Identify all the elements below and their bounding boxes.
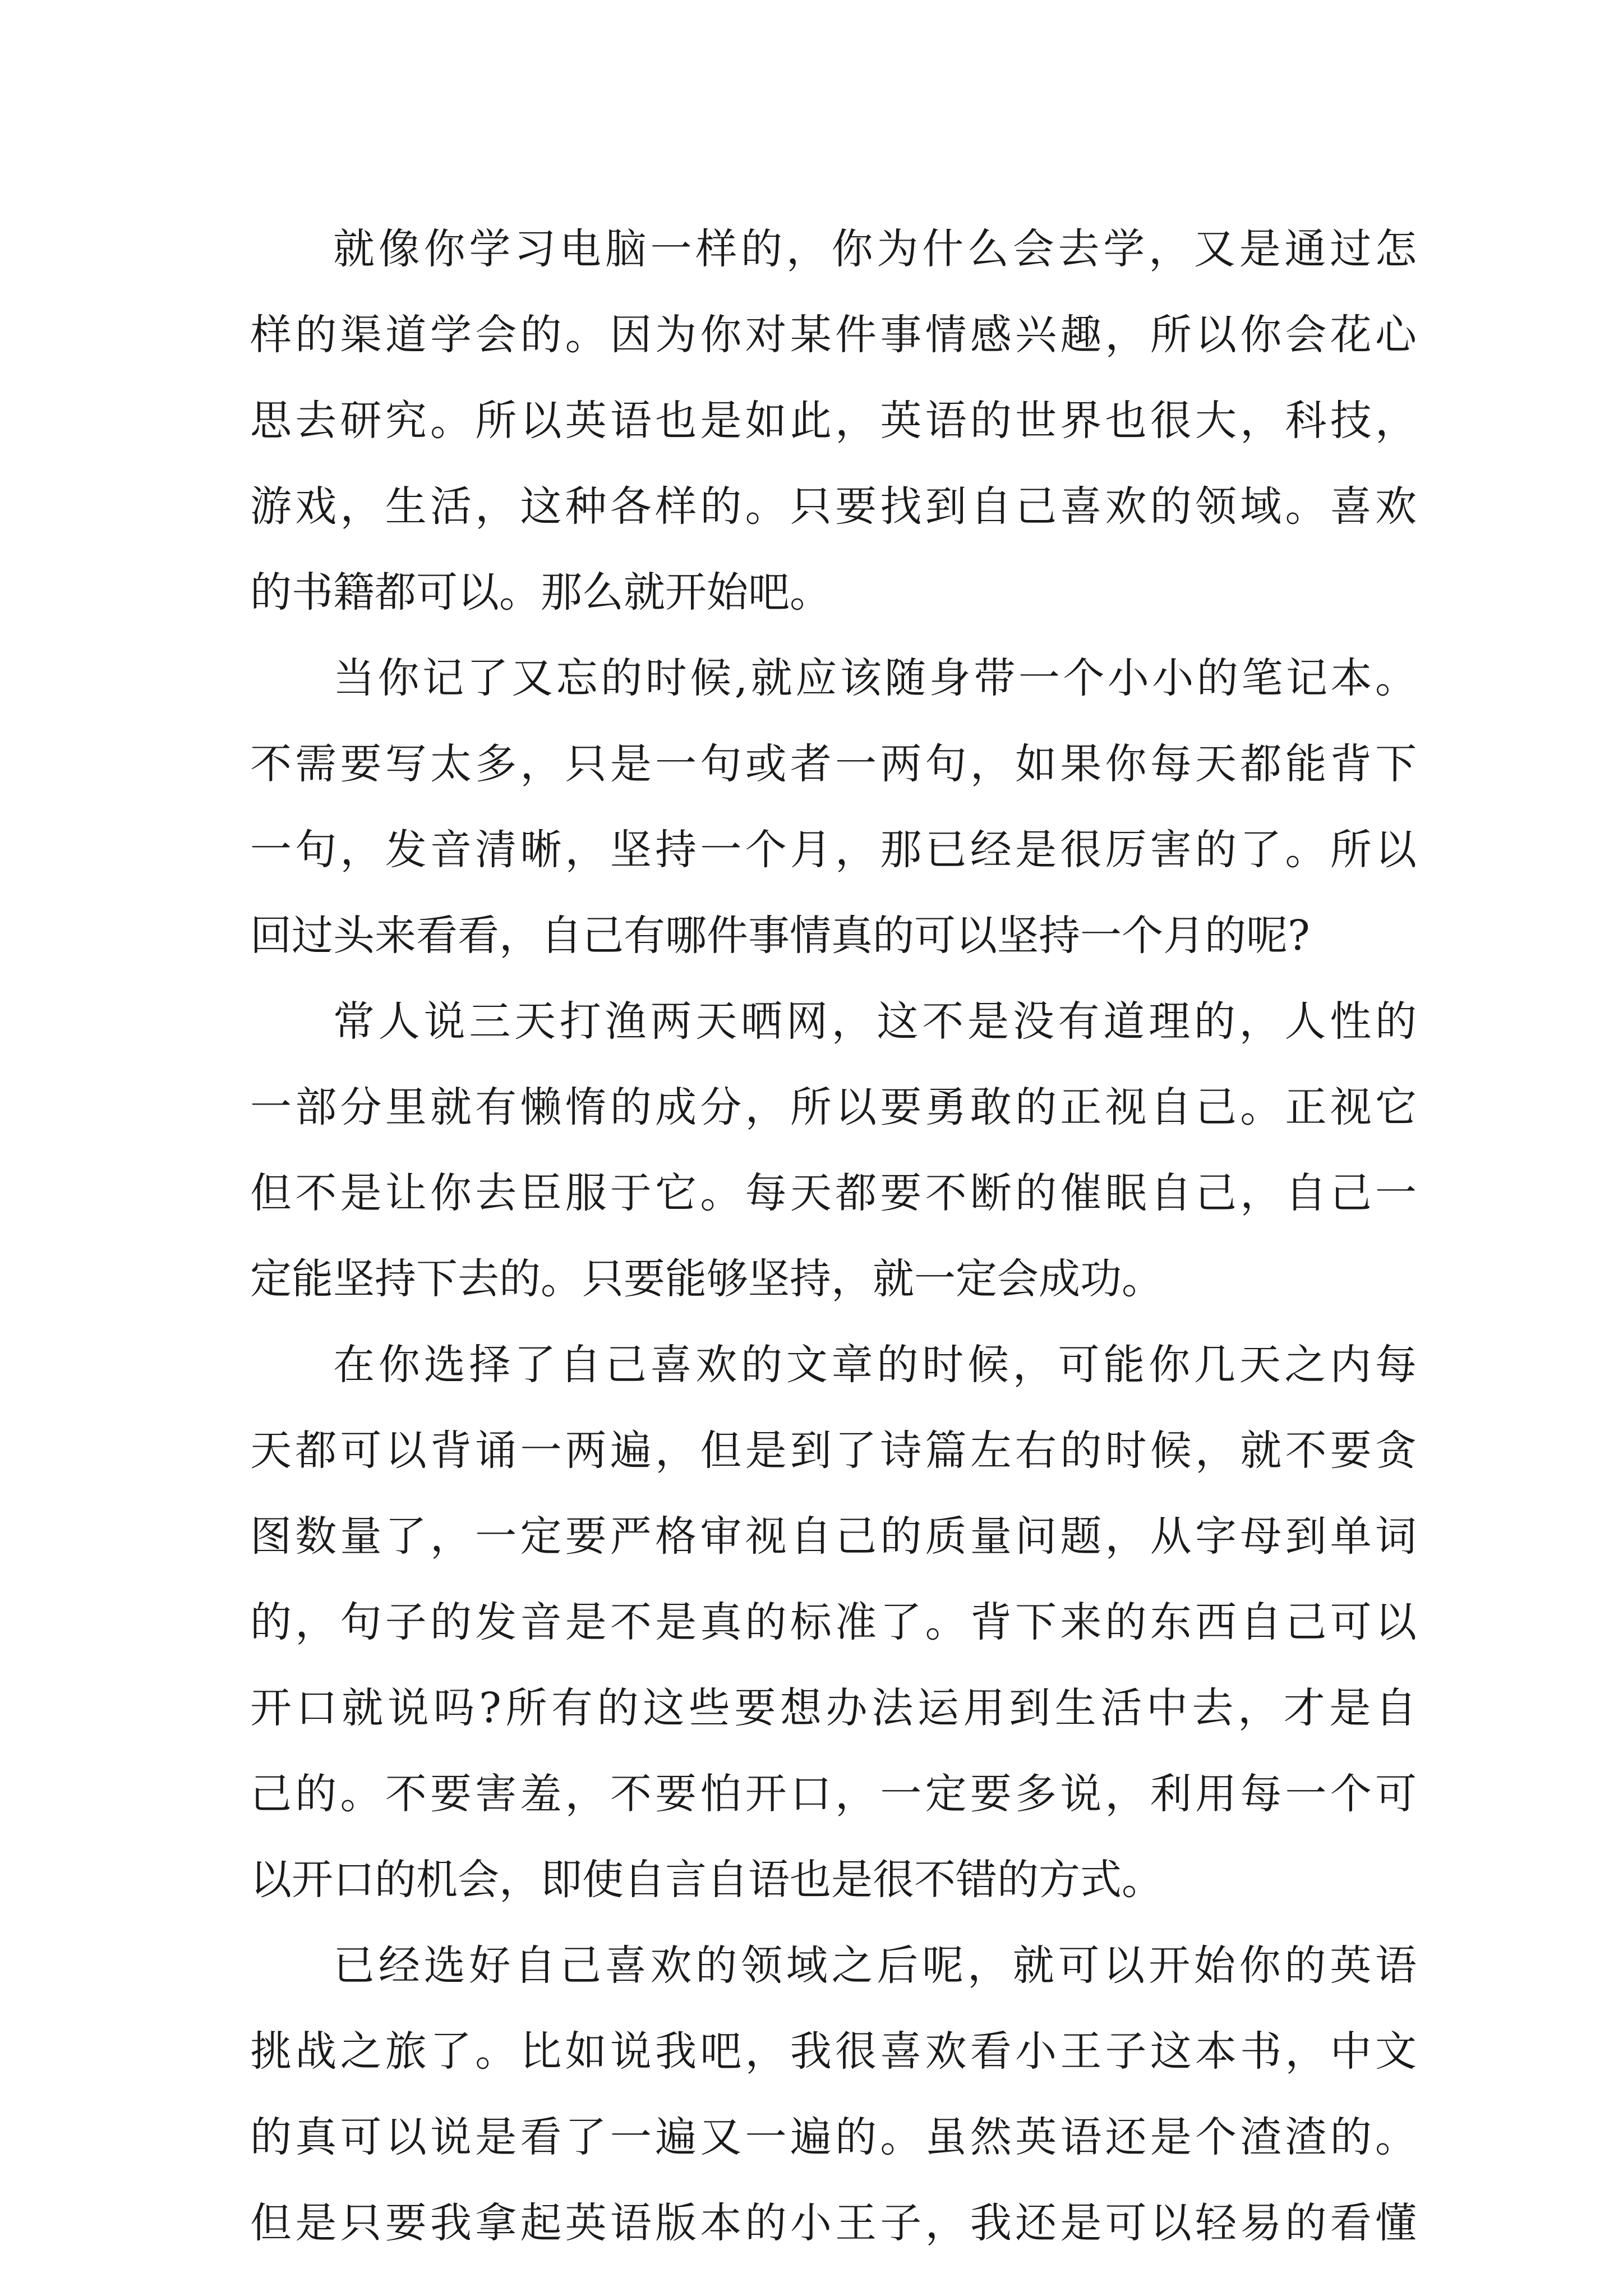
text-line: 样的渠道学会的。因为你对某件事情感兴趣，所以你会花心 xyxy=(250,311,1417,359)
text-line: 游戏，生活，这种各样的。只要找到自己喜欢的领域。喜欢 xyxy=(250,482,1417,531)
text-line: 思去研究。所以英语也是如此，英语的世界也很大，科技， xyxy=(250,397,1417,445)
text-line: 的真可以说是看了一遍又一遍的。虽然英语还是个渣渣的。 xyxy=(250,2113,1417,2161)
text-line: 定能坚持下去的。只要能够坚持，就一定会成功。 xyxy=(250,1255,1163,1303)
text-line: 的书籍都可以。那么就开始吧。 xyxy=(250,568,831,616)
text-line: 已经选好自己喜欢的领域之后呢，就可以开始你的英语 xyxy=(333,1941,1417,1990)
text-line: 图数量了，一定要严格审视自己的质量问题，从字母到单词 xyxy=(250,1512,1417,1561)
text-line: 但不是让你去臣服于它。每天都要不断的催眠自己，自己一 xyxy=(250,1169,1417,1217)
text-line: 一句，发音清晰，坚持一个月，那已经是很厉害的了。所以 xyxy=(250,826,1417,874)
text-line: 天都可以背诵一两遍，但是到了诗篇左右的时候，就不要贪 xyxy=(250,1427,1417,1475)
text-line: 就像你学习电脑一样的，你为什么会去学，又是通过怎 xyxy=(333,225,1417,273)
text-line: 挑战之旅了。比如说我吧，我很喜欢看小王子这本书，中文 xyxy=(250,2027,1417,2076)
text-line: 己的。不要害羞，不要怕开口，一定要多说，利用每一个可 xyxy=(250,1770,1417,1818)
text-line: 一部分里就有懒惰的成分，所以要勇敢的正视自己。正视它 xyxy=(250,1083,1417,1131)
text-line: 的，句子的发音是不是真的标准了。背下来的东西自己可以 xyxy=(250,1598,1417,1646)
paragraph-2 xyxy=(250,636,1417,979)
text-line: 不需要写太多，只是一句或者一两句，如果你每天都能背下 xyxy=(250,740,1417,788)
text-line: 常人说三天打渔两天晒网，这不是没有道理的，人性的 xyxy=(333,997,1417,1046)
text-line: 但是只要我拿起英语版本的小王子，我还是可以轻易的看懂 xyxy=(250,2199,1417,2247)
text-line: 在你选择了自己喜欢的文章的时候，可能你几天之内每 xyxy=(333,1341,1417,1389)
paragraph-5 xyxy=(250,1923,1417,2266)
document-body xyxy=(250,206,1417,2266)
text-line: 回过头来看看，自己有哪件事情真的可以坚持一个月的呢? xyxy=(250,912,1310,960)
paragraph-1 xyxy=(250,206,1417,636)
paragraph-3 xyxy=(250,979,1417,1322)
paragraph-4 xyxy=(250,1322,1417,1923)
text-line: 以开口的机会，即使自言自语也是很不错的方式。 xyxy=(250,1856,1163,1904)
text-line: 开口就说吗?所有的这些要想办法运用到生活中去，才是自 xyxy=(250,1684,1417,1732)
text-line: 当你记了又忘的时候,就应该随身带一个小小的笔记本。 xyxy=(333,654,1417,702)
